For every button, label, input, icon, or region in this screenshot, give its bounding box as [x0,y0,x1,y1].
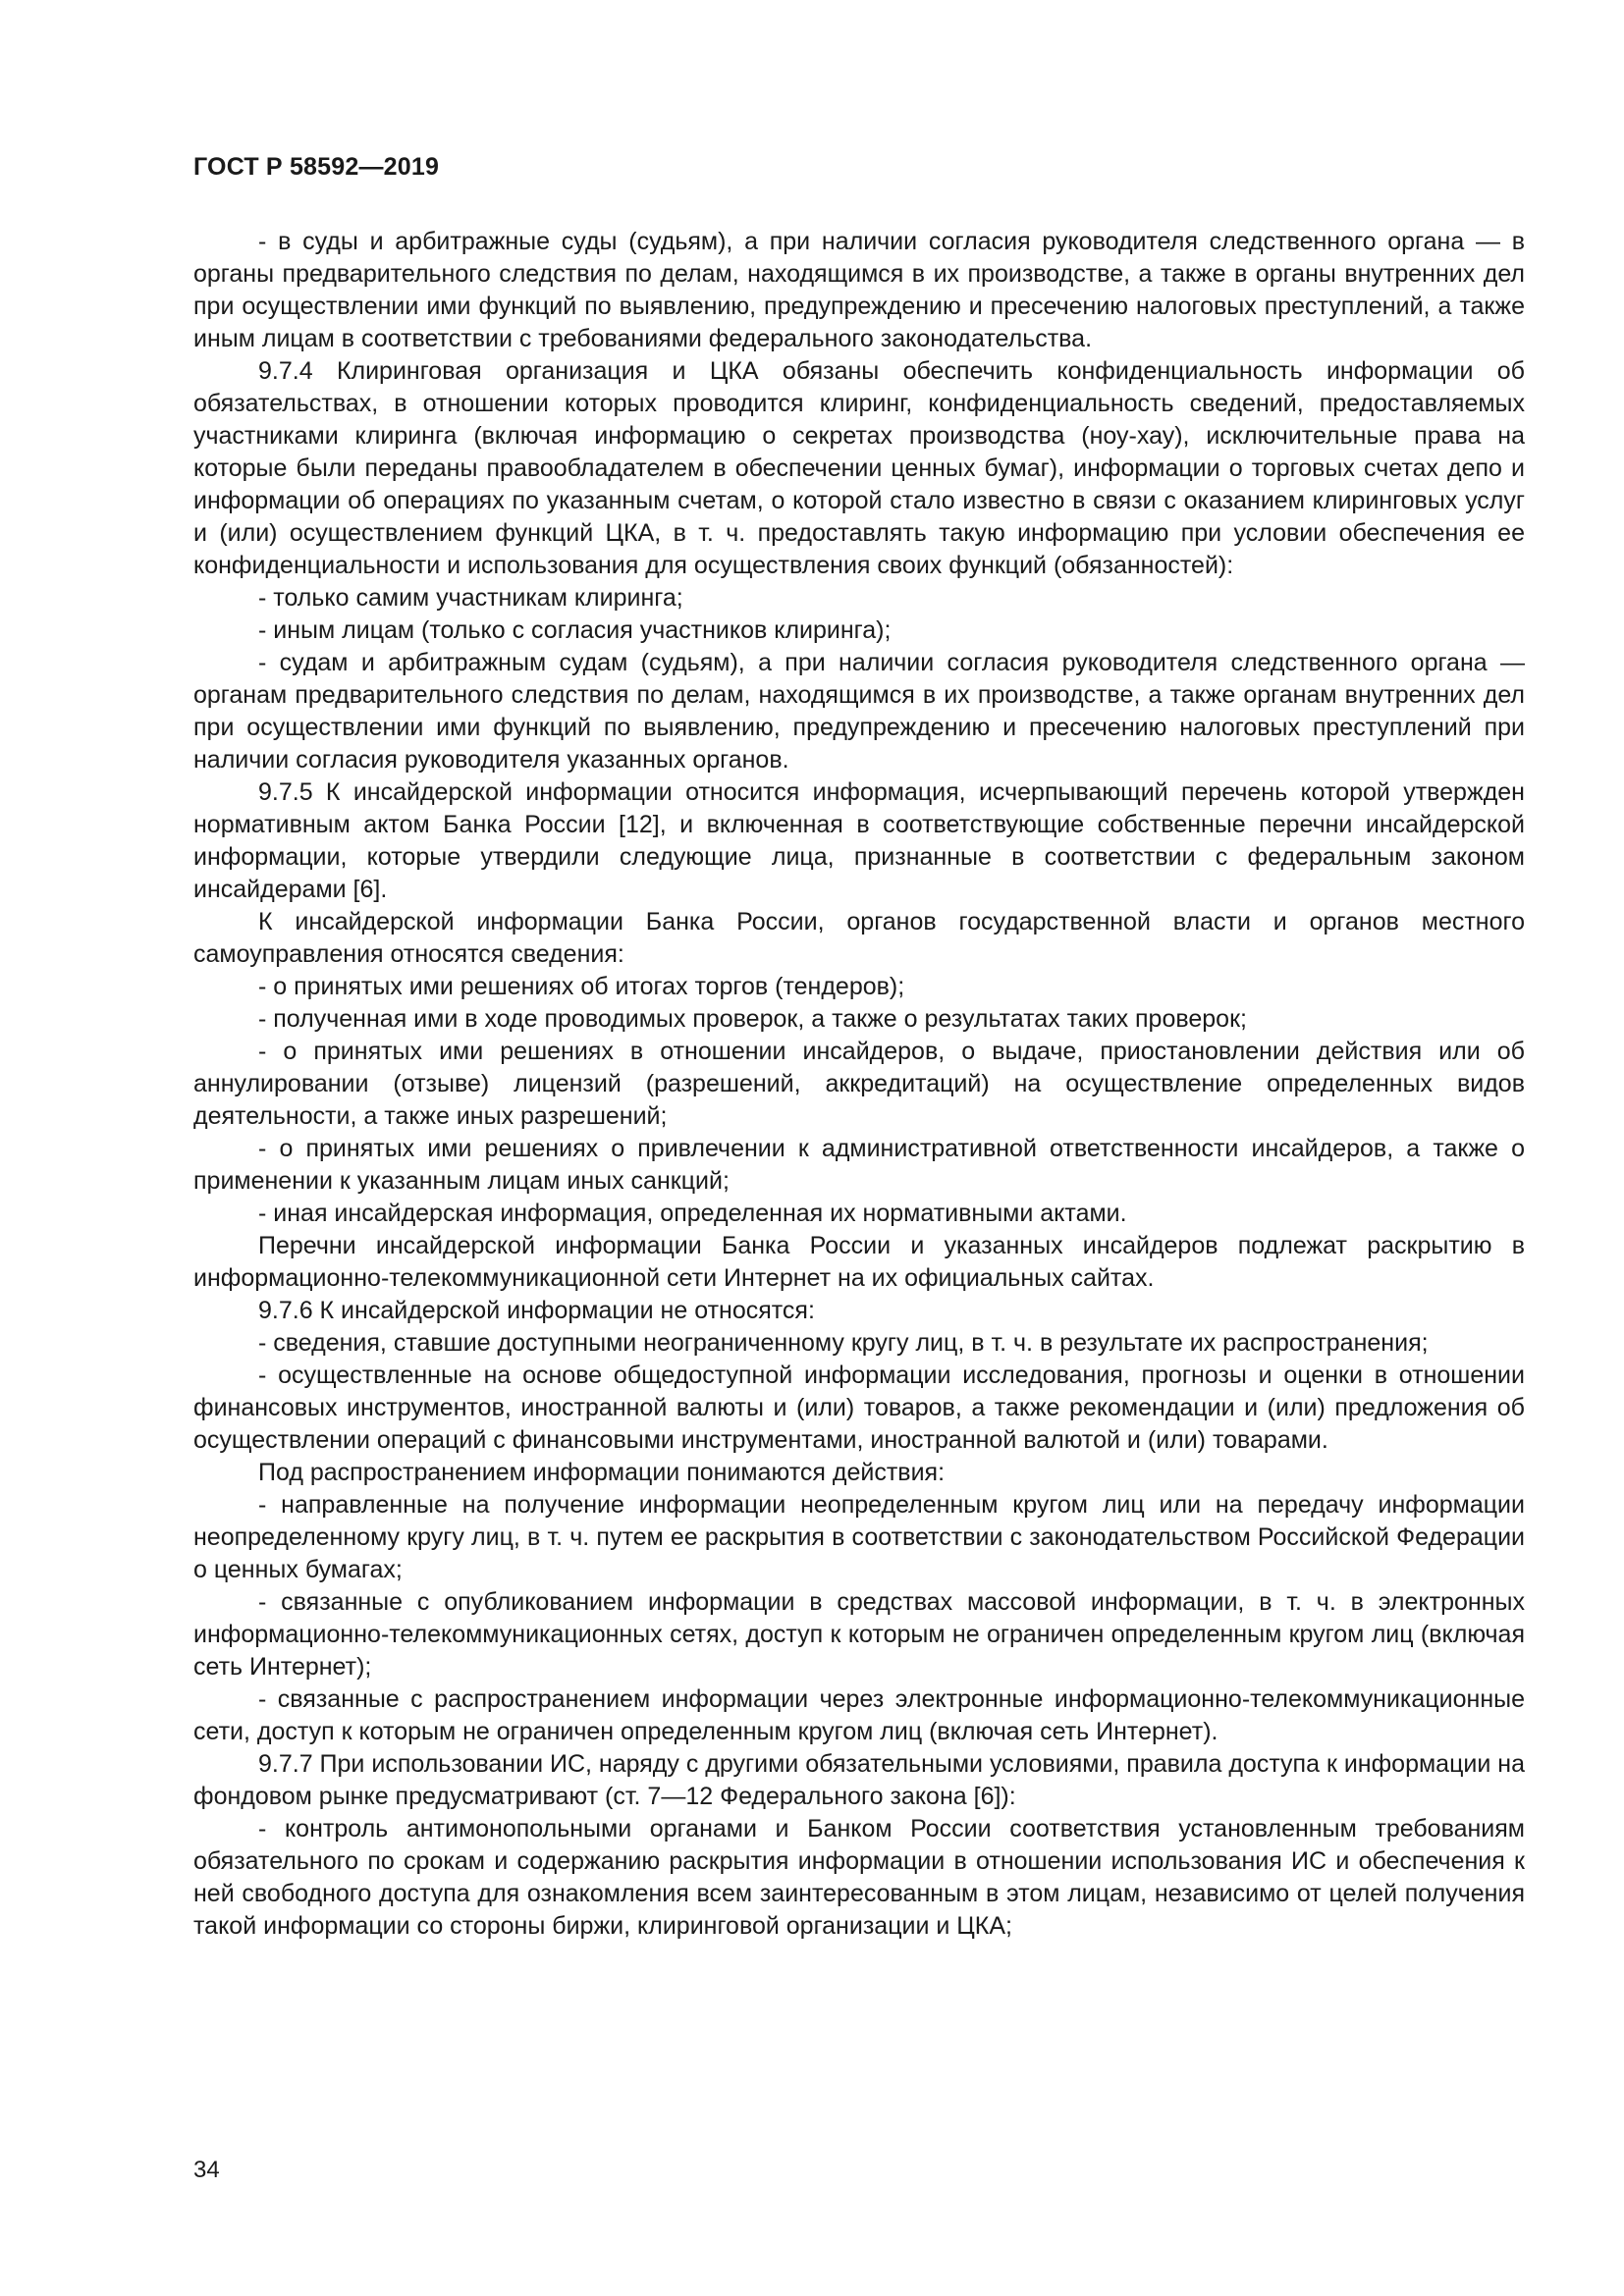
paragraph: - о принятых ими решениях в отношении инсайдеров, о выдаче, приостановлении действия или об аннулировании (отзыве) лицензий (разрешений, аккредитаций) на осуществление определенных видов деятельности, а также иных разрешений; [193,1038,1525,1130]
paragraph: - в суды и арбитражные суды (судьям), а при наличии согласия руководителя следственного органа — в органы предварительного следствия по делам, находящимся в их производстве, а также в органы внутренних дел при осуществлении ими функций по выявлению, предупреждению и пресечению налоговых преступлений, а также иным лицам в соответствии с требованиями федерального законодательства. [193,228,1525,352]
paragraph: К инсайдерской информации Банка России, органов государственной власти и органов местного самоуправления относятся сведения: [193,908,1525,968]
paragraph: - иная инсайдерская информация, определенная их нормативными актами. [258,1200,1127,1227]
paragraph: - контроль антимонопольными органами и Банком России соответствия установленным требованиям обязательного по срокам и содержанию раскрытия информации в отношении использования ИС и обеспечения к ней свободного доступа для ознакомления всем заинтересованным в этом лицам, независимо от целей получения такой информации со стороны биржи, клиринговой организации и ЦКА; [193,1815,1525,1940]
paragraph: - направленные на получение информации неопределенным кругом лиц или на передачу информации неопределенному кругу лиц, в т. ч. путем ее раскрытия в соответствии с законодательством Российской Федерации о ценных бумагах; [193,1491,1525,1583]
paragraph: - сведения, ставшие доступными неограниченному кругу лиц, в т. ч. в результате их распространения; [258,1329,1429,1357]
document-header: ГОСТ Р 58592—2019 [193,153,440,181]
paragraph: - полученная ими в ходе проводимых проверок, а также о результатах таких проверок; [258,1005,1247,1033]
paragraph: - иным лицам (только с согласия участников клиринга); [258,616,892,644]
paragraph: - о принятых ими решениях об итогах торгов (тендеров); [258,973,905,1000]
paragraph: - только самим участникам клиринга; [258,584,683,612]
paragraph: 9.7.7 При использовании ИС, наряду с другими обязательными условиями, правила доступа к информации на фондовом рынке предусматривают (ст. 7—12 Федерального закона [6]): [193,1750,1525,1810]
page-number: 34 [193,2157,220,2183]
paragraph: - о принятых ими решениях о привлечении к административной ответственности инсайдеров, а также о применении к указанным лицам иных санкций; [193,1135,1525,1195]
paragraph: - осуществленные на основе общедоступной информации исследования, прогнозы и оценки в отношении финансовых инструментов, иностранной валюты и (или) товаров, а также рекомендации и (или) предложения об осуществлении операций с финансовыми инструментами, иностранной валютой и (или) товарами. [193,1362,1525,1454]
paragraph: - связанные с опубликованием информации в средствах массовой информации, в т. ч. в электронных информационно-телекоммуникационных сетях, доступ к которым не ограничен определенным кругом лиц (включая сеть Интернет); [193,1588,1525,1681]
paragraph: - судам и арбитражным судам (судьям), а при наличии согласия руководителя следственного органа — органам предварительного следствия по делам, находящимся в их производстве, а также органам внутренних дел при осуществлении ими функций по выявлению, предупреждению и пресечению налоговых преступлений при наличии согласия руководителя указанных органов. [193,649,1525,774]
paragraph: 9.7.5 К инсайдерской информации относится информация, исчерпывающий перечень которой утвержден нормативным актом Банка России [12], и включенная в соответствующие собственные перечни инсайдерской информации, которые утвердили следующие лица, признанные в соответствии с федеральным законом инсайдерами [6]. [193,778,1525,903]
paragraph: 9.7.6 К инсайдерской информации не относятся: [258,1297,815,1324]
paragraph: - связанные с распространением информации через электронные информационно-телекоммуникационные сети, доступ к которым не ограничен определенным кругом лиц (включая сеть Интернет). [193,1685,1525,1745]
paragraph: 9.7.4 Клиринговая организация и ЦКА обязаны обеспечить конфиденциальность информации об обязательствах, в отношении которых проводится клиринг, конфиденциальность сведений, предоставляемых участниками клиринга (включая информацию о секретах производства (ноу-хау), исключительные права на которые были переданы правообладателем в обеспечении ценных бумаг), информации о торговых счетах депо и информации об операциях по указанным счетам, о которой стало известно в связи с оказанием клиринговых услуг и (или) осуществлением функций ЦКА, в т. ч. предоставлять такую информацию при условии обеспечения ее конфиденциальности и использования для осуществления своих функций (обязанностей): [193,357,1525,579]
paragraph: Под распространением информации понимаются действия: [258,1459,946,1486]
paragraph: Перечни инсайдерской информации Банка России и указанных инсайдеров подлежат раскрытию в информационно-телекоммуникационной сети Интернет на их официальных сайтах. [193,1232,1525,1292]
document-body [193,226,1525,1943]
